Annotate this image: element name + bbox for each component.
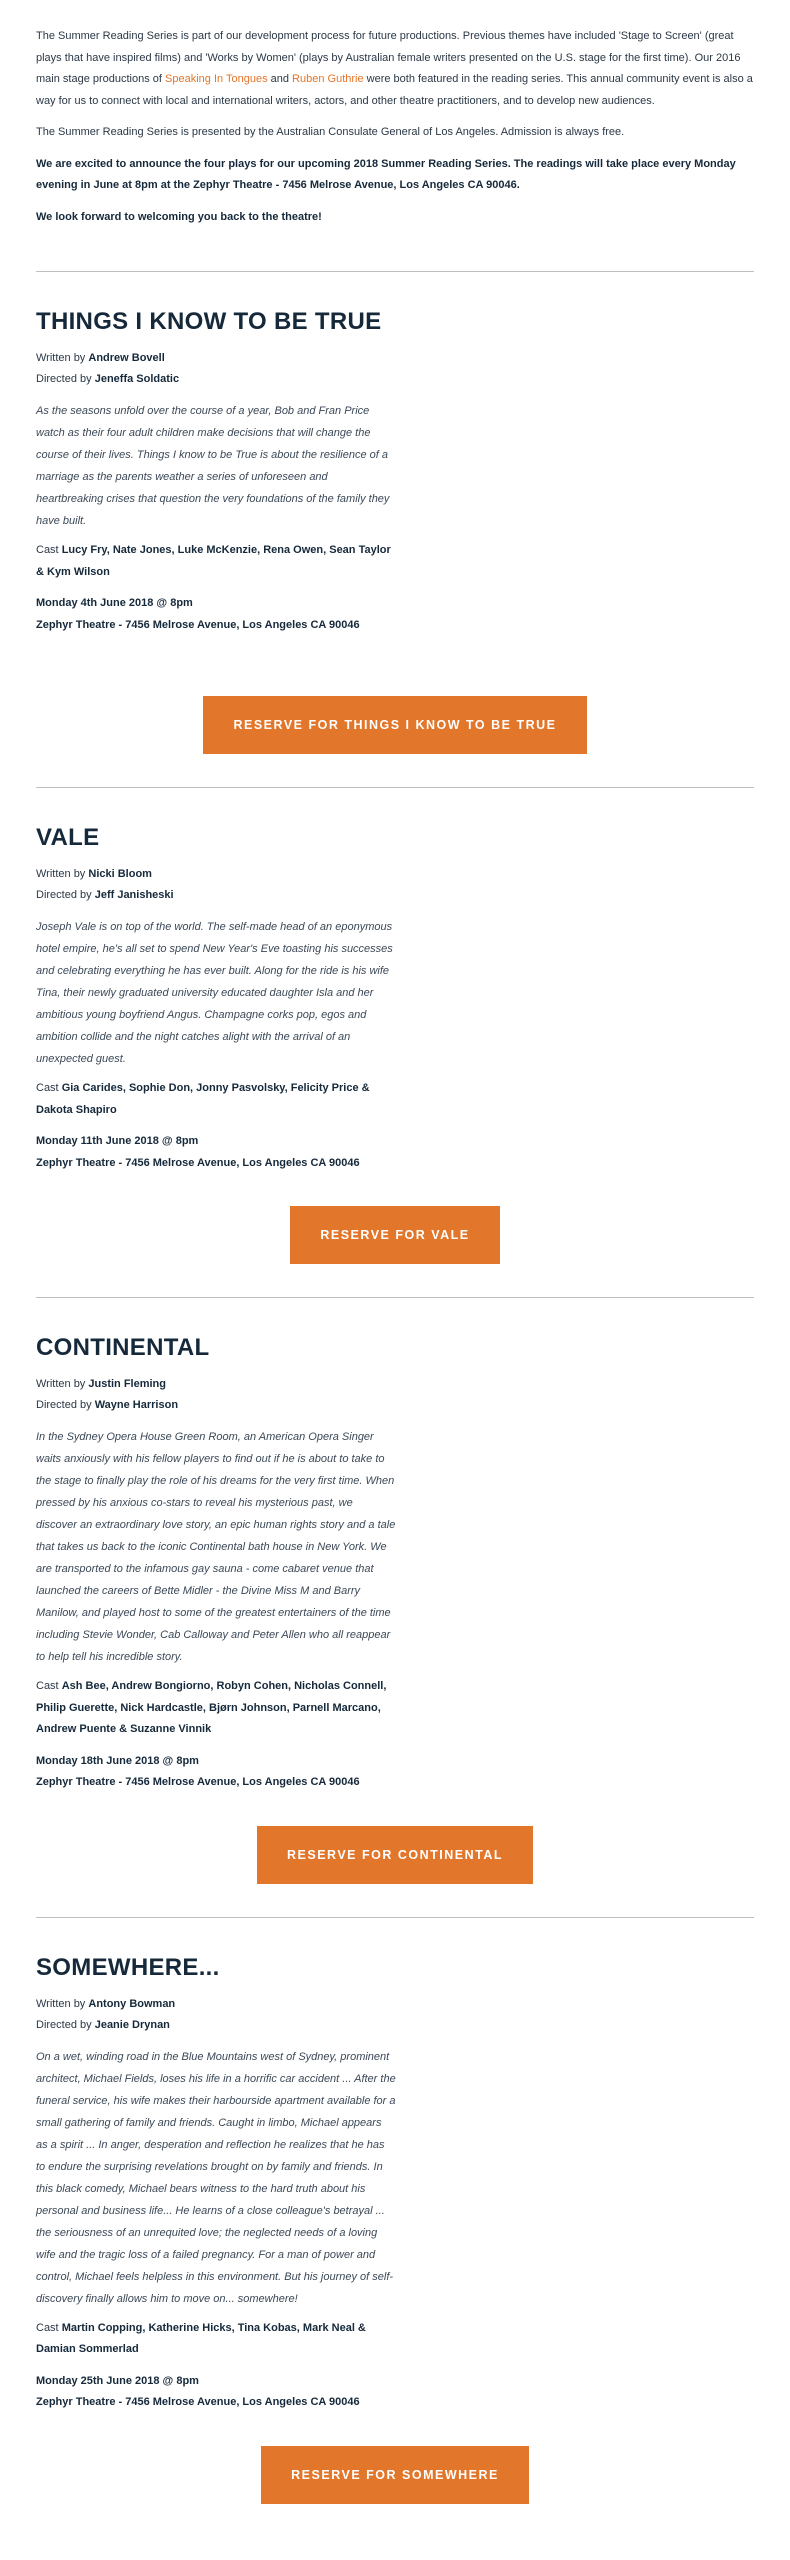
play-writer bbox=[36, 1374, 754, 1395]
cast-label: Cast bbox=[36, 544, 62, 556]
cast-names: Ash Bee, Andrew Bongiorno, Robyn Cohen, Nicholas Connell, Philip Guerette, Nick Hardcastle, Bjørn Johnson, Parnell Marcano, Andrew Puente & Suzanne Vinnik bbox=[36, 1680, 387, 1735]
cast-names: Lucy Fry, Nate Jones, Luke McKenzie, Rena Owen, Sean Taylor & Kym Wilson bbox=[36, 544, 391, 578]
play-description: Joseph Vale is on top of the world. The self-made head of an eponymous hotel empire, he's all set to spend New Year's Eve toasting his successes and celebrating everything he has ever built. Along for the ride is his wife Tina, their newly graduated university educated daughter Isla and her ambitious young boyfriend Angus. Champagne corks pop, egos and ambition collide and the night catches alight with the arrival of an unexpected guest. bbox=[36, 921, 393, 1065]
cast-label: Cast bbox=[36, 2321, 62, 2334]
reserve-button-wrap bbox=[36, 1826, 754, 1884]
play-somewhere bbox=[36, 1918, 754, 2504]
play-cast bbox=[36, 2318, 396, 2361]
intro-text: and bbox=[267, 73, 293, 85]
reserve-button-wrap bbox=[36, 2446, 754, 2504]
play-date: Monday 18th June 2018 @ 8pm bbox=[36, 1754, 199, 1767]
directed-by-label: Directed by bbox=[36, 2018, 95, 2031]
writer-name: Antony Bowman bbox=[88, 1997, 176, 2010]
reserve-things-i-know-button[interactable]: RESERVE FOR THINGS I KNOW TO BE TRUE bbox=[203, 696, 586, 754]
written-by-label: Written by bbox=[36, 1378, 89, 1390]
play-director bbox=[36, 1395, 754, 1416]
play-writer bbox=[36, 864, 754, 885]
play-director bbox=[36, 369, 754, 390]
play-description: As the seasons unfold over the course of a year, Bob and Fran Price watch as their four adult children make decisions that will change the course of their lives. Things I know to be True is about the resilience of a marriage as the parents weather a series of unforeseen and heartbreaking crises that question the very foundations of the family they have built. bbox=[36, 405, 390, 527]
written-by-label: Written by bbox=[36, 1997, 89, 2010]
written-by-label: Written by bbox=[36, 868, 89, 880]
cast-label: Cast bbox=[36, 1680, 62, 1692]
play-date: Monday 25th June 2018 @ 8pm bbox=[36, 2374, 199, 2387]
play-cast bbox=[36, 1078, 396, 1121]
play-continental bbox=[36, 1298, 754, 1917]
intro-section bbox=[36, 26, 754, 228]
written-by-label: Written by bbox=[36, 352, 89, 364]
play-venue: Zephyr Theatre - 7456 Melrose Avenue, Los Angeles CA 90046 bbox=[36, 618, 360, 631]
directed-by-label: Directed by bbox=[36, 1399, 95, 1411]
reserve-button-wrap bbox=[36, 696, 754, 754]
play-title: CONTINENTAL bbox=[36, 1334, 210, 1361]
reserve-vale-button[interactable]: RESERVE FOR VALE bbox=[290, 1206, 499, 1264]
director-name: Jeanie Drynan bbox=[94, 2018, 170, 2031]
play-director bbox=[36, 885, 754, 906]
play-director bbox=[36, 2015, 754, 2036]
play-venue: Zephyr Theatre - 7456 Melrose Avenue, Los Angeles CA 90046 bbox=[36, 2396, 360, 2408]
play-date: Monday 11th June 2018 @ 8pm bbox=[36, 1135, 199, 1147]
director-name: Jeff Janisheski bbox=[94, 889, 174, 901]
ruben-guthrie-link[interactable]: Ruben Guthrie bbox=[292, 73, 364, 85]
play-writer bbox=[36, 348, 754, 369]
directed-by-label: Directed by bbox=[36, 373, 95, 385]
play-things-i-know bbox=[36, 272, 754, 787]
speaking-in-tongues-link[interactable]: Speaking In Tongues bbox=[165, 73, 268, 85]
reserve-button-wrap bbox=[36, 1206, 754, 1264]
play-title: SOMEWHERE... bbox=[36, 1953, 220, 1981]
cast-label: Cast bbox=[36, 1082, 62, 1094]
director-name: Wayne Harrison bbox=[94, 1399, 179, 1411]
intro-text: were both featured in the reading series. This annual community event is also a way for us to connect with local and international writers, actors, and other theatre practitioners, and to develop new audiences. bbox=[36, 73, 753, 107]
writer-name: Andrew Bovell bbox=[88, 352, 165, 364]
director-name: Jeneffa Soldatic bbox=[94, 373, 180, 385]
writer-name: Nicki Bloom bbox=[88, 868, 152, 880]
play-cast bbox=[36, 1676, 396, 1741]
writer-name: Justin Fleming bbox=[88, 1378, 166, 1390]
reserve-somewhere-button[interactable]: RESERVE FOR SOMEWHERE bbox=[261, 2446, 529, 2504]
intro-text: The Summer Reading Series is part of our development process for future productions. Previous themes have included 'Stage to Screen' (great plays that have inspired films) and 'Works by Women' (plays by Australian female writers presented on the U.S. stage for the first time). Our 2016 main stage productions of bbox=[36, 30, 741, 85]
reserve-continental-button[interactable]: RESERVE FOR CONTINENTAL bbox=[257, 1826, 533, 1884]
play-writer bbox=[36, 1994, 754, 2015]
cast-names: Martin Copping, Katherine Hicks, Tina Kobas, Mark Neal & Damian Sommerlad bbox=[36, 2321, 366, 2355]
play-description: On a wet, winding road in the Blue Mountains west of Sydney, prominent architect, Michael Fields, loses his life in a horrific car accident ... After the funeral service, his wife makes their harbourside apartment available for a small gathering of family and friends. Caught in limbo, Michael appears as a spirit ... In anger, desperation and reflection he realizes that he has to endure the surprising revelations brought on by family and friends. In this black comedy, Michael bears witness to the hard truth about his personal and business life... He learns of a close colleague's betrayal ... the seriousness of an unrequited love; the neglected needs of a loving wife and the tragic loss of a failed pregnancy. For a man of power and control, Michael feels helpless in this environment. But his journey of self-discovery finally allows him to move on... somewhere! bbox=[36, 2050, 396, 2305]
consulate-paragraph: The Summer Reading Series is presented by the Australian Consulate General of Los Angeles. Admission is always free. bbox=[36, 126, 625, 138]
announcement-paragraph: We are excited to announce the four plays for our upcoming 2018 Summer Reading Series. The readings will take place every Monday evening in June at 8pm at the Zephyr Theatre - 7456 Melrose Avenue, Los Angeles CA 90046. bbox=[36, 157, 736, 191]
play-venue: Zephyr Theatre - 7456 Melrose Avenue, Los Angeles CA 90046 bbox=[36, 1156, 360, 1169]
play-date: Monday 4th June 2018 @ 8pm bbox=[36, 597, 193, 609]
directed-by-label: Directed by bbox=[36, 889, 95, 901]
play-cast bbox=[36, 540, 396, 583]
play-description: In the Sydney Opera House Green Room, an American Opera Singer waits anxiously with his fellow players to find out if he is about to take to the stage to finally play the role of his dreams for the very first time. When pressed by his anxious co-stars to reveal his mysterious past, we discover an extraordinary love story, an epic human rights story and a tale that takes us back to the iconic Continental bath house in New York. We are transported to the infamous gay sauna - come cabaret venue that launched the careers of Bette Midler - the Divine Miss M and Barry Manilow, and played host to some of the greatest entertainers of the time including Stevie Wonder, Cab Calloway and Peter Allen who all reappear to help tell his incredible story. bbox=[36, 1431, 396, 1663]
play-venue: Zephyr Theatre - 7456 Melrose Avenue, Los Angeles CA 90046 bbox=[36, 1776, 360, 1788]
play-title: THINGS I KNOW TO BE TRUE bbox=[36, 308, 382, 335]
welcome-paragraph: We look forward to welcoming you back to the theatre! bbox=[36, 210, 322, 223]
play-title: VALE bbox=[36, 824, 100, 851]
play-vale bbox=[36, 788, 754, 1297]
intro-paragraph bbox=[36, 26, 754, 112]
cast-names: Gia Carides, Sophie Don, Jonny Pasvolsky, Felicity Price & Dakota Shapiro bbox=[36, 1082, 370, 1116]
